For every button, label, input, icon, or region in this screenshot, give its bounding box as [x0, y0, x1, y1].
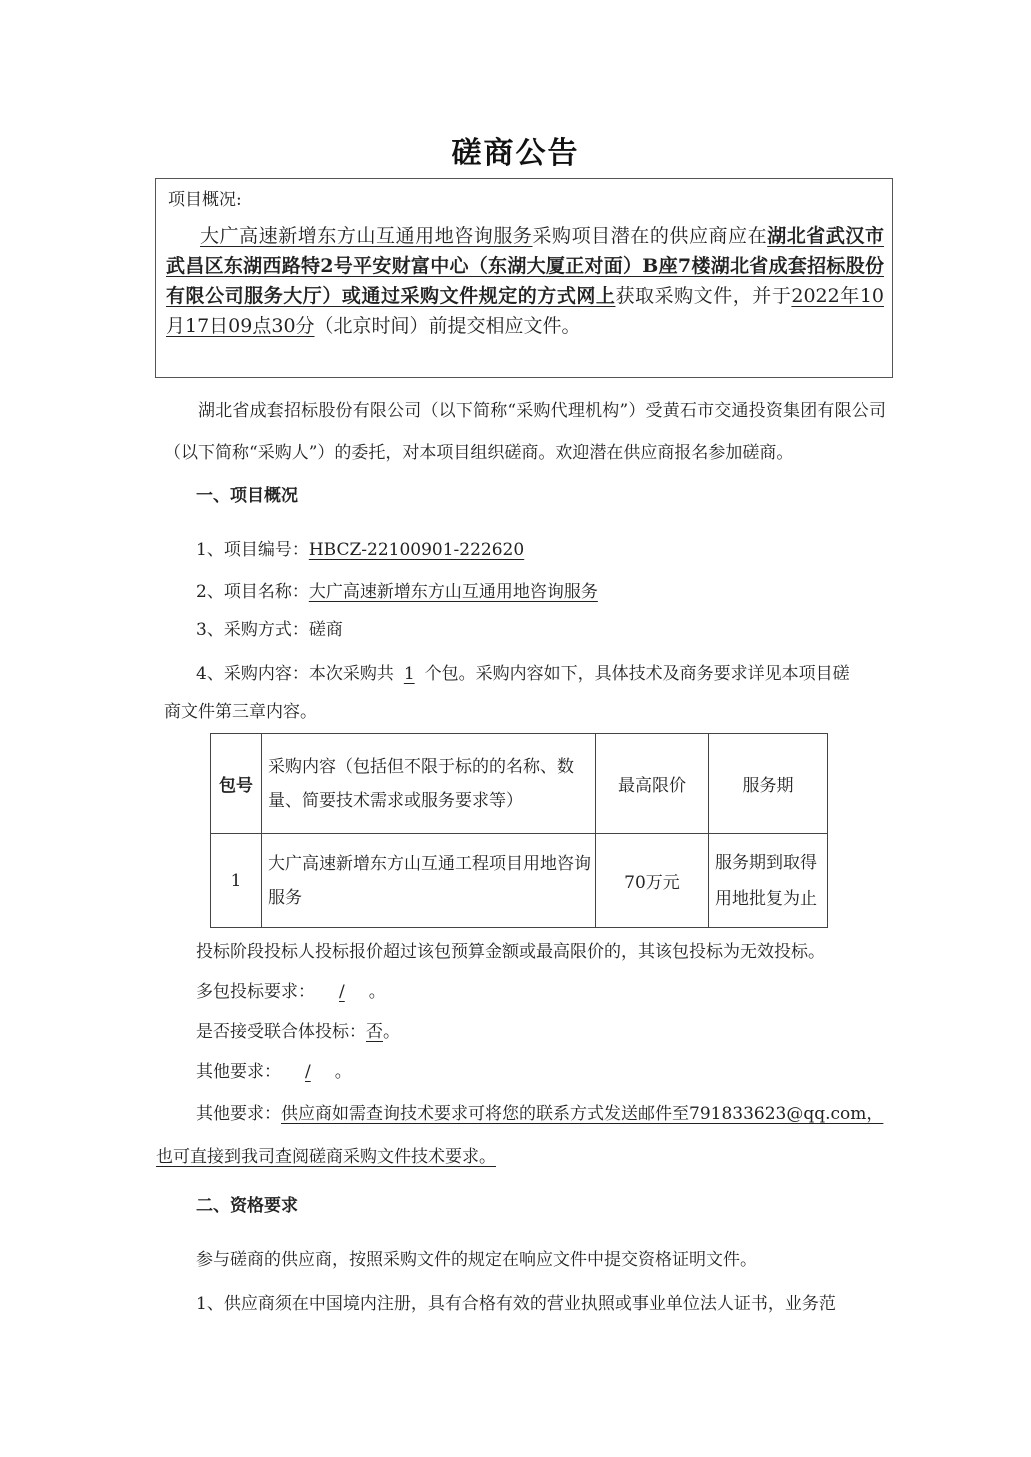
- overview-text-2: 获取采购文件，并于: [615, 285, 792, 307]
- multi-package-label: 多包投标要求：: [196, 982, 315, 1002]
- qualification-paragraph: 参与磋商的供应商，按照采购文件的规定在响应文件中提交资格证明文件。: [196, 1250, 757, 1270]
- invalid-bid-note: 投标阶段投标人投标报价超过该包预算金额或最高限价的，其该包投标为无效投标。: [196, 942, 825, 962]
- project-name-label: 2、项目名称：: [196, 582, 309, 602]
- header-content: 采购内容（包括但不限于标的的名称、数量、简要技术需求或服务要求等）: [262, 734, 596, 834]
- cell-content: 大广高速新增东方山互通工程项目用地咨询服务: [262, 834, 596, 928]
- procurement-content-c: 商文件第三章内容。: [164, 702, 317, 722]
- procurement-table: [210, 733, 828, 928]
- project-number-value: HBCZ-22100901-222620: [308, 540, 525, 560]
- cell-service-period: 服务期到取得用地批复为止: [709, 834, 828, 928]
- multi-package-value: /: [339, 982, 345, 1002]
- section2-heading: 二、资格要求: [196, 1196, 298, 1216]
- overview-text-3: （北京时间）前提交相应文件。: [314, 315, 581, 337]
- overview-project-name: 大广高速新增东方山互通用地咨询服务: [200, 225, 533, 247]
- other-requirement-2: [196, 1104, 883, 1124]
- project-name-value: 大广高速新增东方山互通用地咨询服务: [308, 582, 598, 602]
- overview-label: 项目概况:: [168, 190, 242, 210]
- package-count: 1: [403, 664, 415, 684]
- qualification-item-1: 1、供应商须在中国境内注册，具有合格有效的营业执照或事业单位法人证书，业务范: [196, 1294, 836, 1314]
- header-package: 包号: [211, 734, 262, 834]
- cell-max-price: 70万元: [596, 834, 709, 928]
- section1-heading: 一、项目概况: [196, 486, 298, 506]
- header-service-period: 服务期: [709, 734, 828, 834]
- project-number-label: 1、项目编号：: [196, 540, 309, 560]
- project-overview-box: [155, 178, 893, 378]
- procurement-content: [196, 664, 850, 684]
- header-max-price: 最高限价: [596, 734, 709, 834]
- cell-package: 1: [211, 834, 262, 928]
- joint-bid-label: 是否接受联合体投标：: [196, 1022, 366, 1042]
- other-requirement-value: /: [305, 1062, 311, 1082]
- other-requirement: 其他要求： / 。: [196, 1062, 352, 1082]
- other-requirement-2-line2: 也可直接到我司查阅磋商采购文件技术要求。: [156, 1147, 496, 1167]
- table-header-row: [211, 734, 828, 834]
- joint-bid-value: 否: [366, 1022, 383, 1042]
- procurement-content-a: 4、采购内容：本次采购共: [196, 664, 394, 684]
- page-title: 磋商公告: [451, 136, 580, 171]
- table-row: [211, 834, 828, 928]
- other-requirement-2-line1: 供应商如需查询技术要求可将您的联系方式发送邮件至791833623@qq.com，: [281, 1104, 884, 1124]
- overview-paragraph: [166, 221, 884, 341]
- procurement-method: 3、采购方式：磋商: [196, 620, 343, 640]
- joint-bid-requirement: 是否接受联合体投标：否。: [196, 1022, 400, 1042]
- overview-text-1: 采购项目潜在的供应商应在: [532, 225, 768, 247]
- intro-paragraph: 湖北省成套招标股份有限公司（以下简称“采购代理机构”）受黄石市交通投资集团有限公司（以下简称“采购人”）的委托，对本项目组织磋商。欢迎潜在供应商报名参加磋商。: [164, 401, 886, 463]
- procurement-content-b: 个包。采购内容如下，具体技术及商务要求详见本项目磋: [424, 664, 850, 684]
- other-requirement-2-label: 其他要求：: [196, 1104, 281, 1124]
- overview-deadline: 2022年10月17日09点30分: [166, 285, 884, 337]
- overview-location: 湖北省武汉市武昌区东湖西路特2号平安财富中心（东湖大厦正对面）B座7楼湖北省成套招标股份有限公司服务大厅）或通过采购文件规定的方式网上: [166, 225, 884, 307]
- project-name: [196, 582, 598, 602]
- other-requirement-label: 其他要求：: [196, 1062, 281, 1082]
- multi-package-requirement: 多包投标要求： / 。: [196, 982, 386, 1002]
- project-number: [196, 540, 524, 560]
